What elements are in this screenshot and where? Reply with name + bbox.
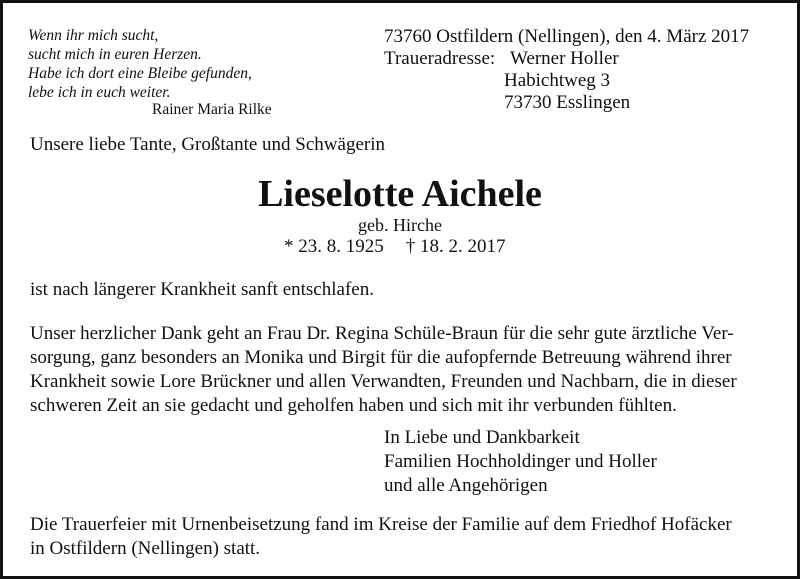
thanks-line: Unser herzlicher Dank geht an Frau Dr. Regina Schüle-Braun für die sehr gute ärztliche Ver- (30, 323, 734, 344)
thanks-line: sorgung, ganz besonders an Monika und Birgit für die aufopfernde Betreuung während ihrer (30, 347, 732, 368)
funeral-note (30, 513, 732, 561)
maiden-name: geb. Hirche (358, 215, 442, 235)
death-date: † 18. 2. 2017 (405, 236, 506, 257)
thanks-paragraph (30, 322, 772, 418)
funeral-line: Die Trauerfeier mit Urnenbeisetzung fand im Kreise der Familie auf dem Friedhof Hofäcker (30, 514, 732, 535)
signoff-line: Familien Hochholdinger und Holler (384, 451, 657, 472)
deceased-name: Lieselotte Aichele (258, 173, 542, 215)
passed-text: ist nach längerer Krankheit sanft entschlafen. (30, 279, 374, 300)
thanks-line: Krankheit sowie Lore Brückner und allen Verwandten, Freunden und Nachbarn, die in dieser (30, 371, 737, 392)
relation-text: Unsere liebe Tante, Großtante und Schwägerin (30, 134, 385, 155)
poem-line: lebe ich in euch weiter. (28, 84, 171, 101)
signoff-line: und alle Angehörigen (384, 475, 548, 496)
address-label: Traueradresse: (384, 48, 496, 69)
address-street: Habichtweg 3 (504, 70, 611, 91)
poem-line: Wenn ihr mich sucht, (28, 27, 159, 44)
poem-line: Habe ich dort eine Bleibe gefunden, (28, 65, 252, 82)
address-city: 73730 Esslingen (504, 92, 631, 113)
thanks-line: schweren Zeit an sie gedacht und geholfen haben und sich mit ihr verbunden fühlten. (30, 395, 677, 416)
poem-line: sucht mich in euren Herzen. (28, 46, 202, 63)
signoff (384, 426, 657, 498)
address-name: Werner Holler (510, 48, 619, 69)
funeral-line: in Ostfildern (Nellingen) statt. (30, 538, 261, 559)
birth-date: * 23. 8. 1925 (284, 236, 384, 257)
place-date: 73760 Ostfildern (Nellingen), den 4. März 2017 (384, 26, 750, 47)
life-dates (284, 236, 506, 258)
poem-author: Rainer Maria Rilke (152, 101, 272, 118)
signoff-line: In Liebe und Dankbarkeit (384, 427, 580, 448)
poem (28, 26, 252, 102)
